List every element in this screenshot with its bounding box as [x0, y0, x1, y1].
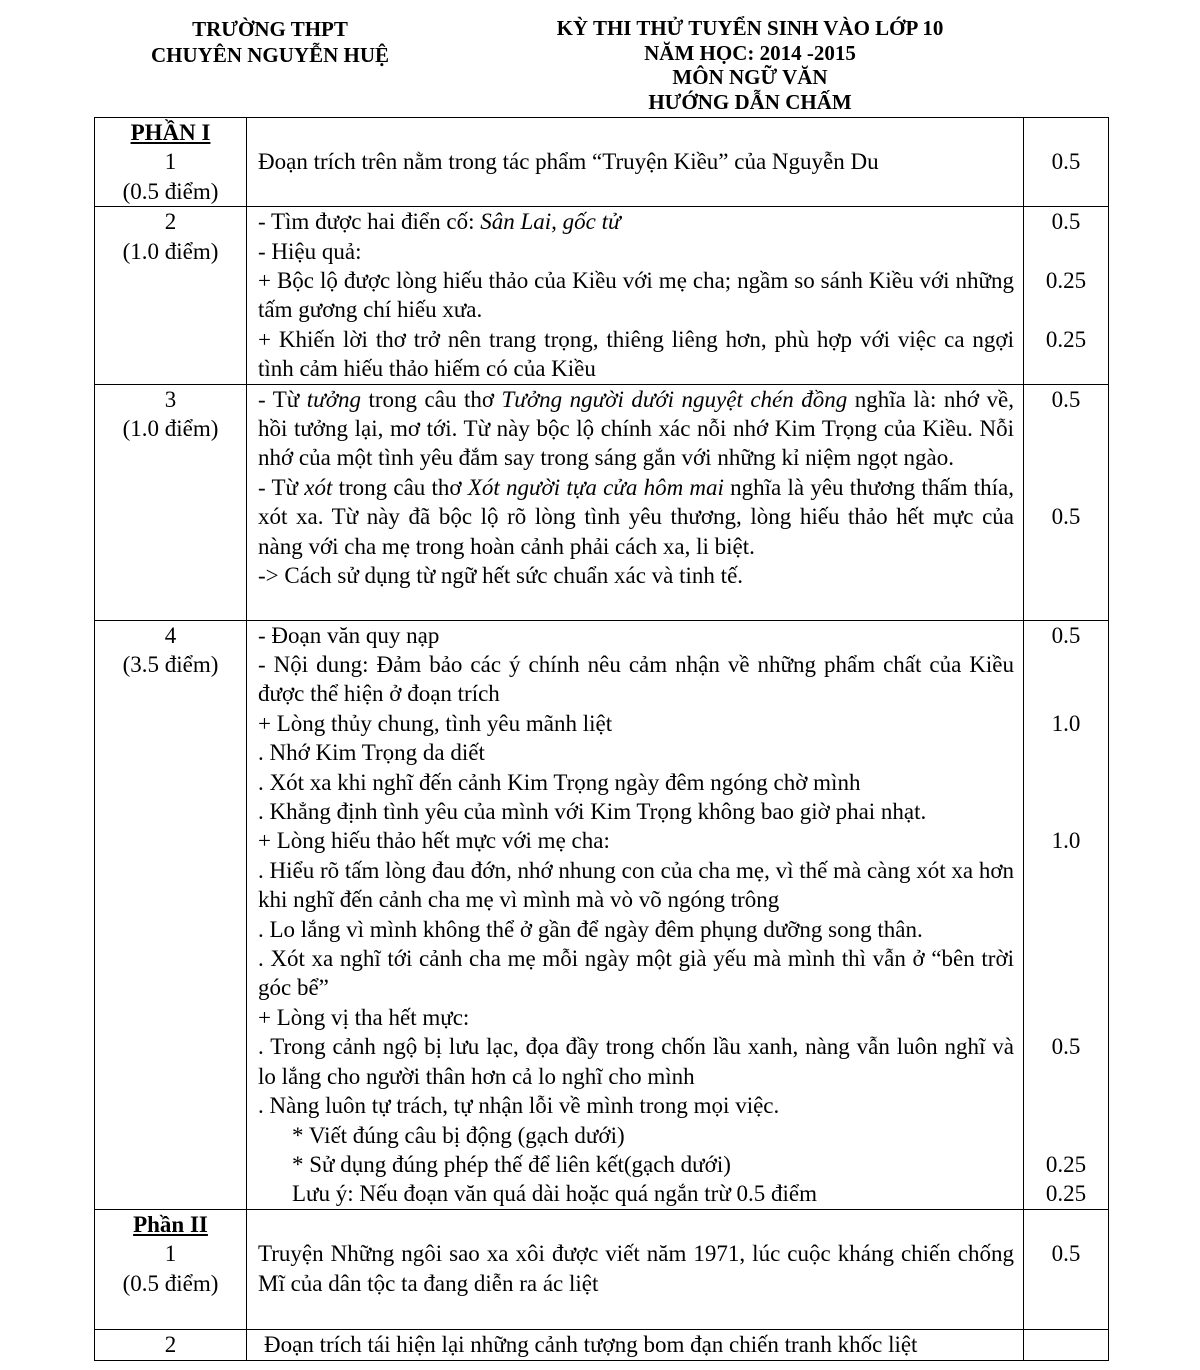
answer-text: Đoạn trích tái hiện lại những cảnh tượng bom đạn chiến tranh khốc liệt	[264, 1331, 918, 1357]
answer-cell	[247, 620, 1024, 1209]
answer-line: . Nàng luôn tự trách, tự nhận lỗi về mình trong mọi việc.	[258, 1093, 780, 1119]
score-cell	[1024, 384, 1109, 620]
emphasis-text: xót	[304, 474, 333, 500]
score-value: 0.5	[1051, 504, 1081, 530]
question-cell	[95, 384, 247, 620]
question-number: 2	[164, 209, 177, 235]
exam-title	[520, 16, 980, 114]
answer-line: . Trong cảnh ngộ bị lưu lạc, đọa đầy trong chốn lầu xanh, nàng vẫn luôn nghĩ và lo lắng cho người thân hơn cả lo nghĩ cho mình	[258, 1034, 1014, 1089]
question-cell	[95, 620, 247, 1209]
question-points: (3.5 điểm)	[122, 652, 219, 677]
question-number: 1	[164, 149, 177, 175]
answer-line: + Lòng vị tha hết mực:	[258, 1004, 470, 1030]
score-value: 0.25	[1045, 1181, 1087, 1207]
answer-line: . Xót xa nghĩ tới cảnh cha mẹ mỗi ngày một già yếu mà mình thì vẫn ở “bên trời góc bể”	[258, 946, 1014, 1001]
score-value: 0.5	[1051, 386, 1081, 412]
score-cell	[1024, 620, 1109, 1209]
emphasis-text: Xót người tựa cửa hôm mai	[467, 474, 724, 500]
score-cell	[1024, 1209, 1109, 1329]
score-value: 0.5	[1051, 149, 1081, 175]
answer-line: . Lo lắng vì mình không thể ở gần để ngày đêm phụng dưỡng song thân.	[258, 916, 923, 942]
answer-line: + Lòng hiếu thảo hết mực với mẹ cha:	[258, 828, 610, 854]
score-value: 1.0	[1051, 710, 1081, 736]
answer-cell	[247, 1209, 1024, 1329]
exam-line-3: MÔN NGỮ VĂN	[672, 65, 828, 89]
answer-text: Đoạn trích trên nằm trong tác phẩm “Truyện Kiều” của Nguyễn Du	[258, 149, 879, 175]
answer-line: + Lòng thủy chung, tình yêu mãnh liệt	[258, 710, 613, 736]
answer-cell	[247, 207, 1024, 384]
answer-text: nghĩa là: nhớ về, hồi tưởng lại, mơ tới. Từ này bộc lộ chính xác nỗi nhớ Kim Trọng của Kiều. Nỗi nhớ của một tình yêu đắm say trong sáng gắn với những kỉ niệm ngọt ngào.	[258, 386, 1014, 471]
exam-line-1: KỲ THI THỬ TUYỂN SINH VÀO LỚP 10	[556, 16, 944, 40]
answer-line: - Hiệu quả:	[258, 238, 362, 264]
answer-line: . Nhớ Kim Trọng da diết	[258, 740, 485, 766]
score-value: 1.0	[1051, 828, 1081, 854]
question-cell	[95, 207, 247, 384]
answer-line: -> Cách sử dụng từ ngữ hết sức chuẩn xác và tinh tế.	[258, 563, 744, 589]
score-value: 0.5	[1051, 209, 1081, 235]
answer-line	[258, 385, 1014, 473]
question-number: 1	[164, 1241, 177, 1267]
part-heading: PHẦN I	[130, 120, 211, 145]
answer-text: Truyện Những ngôi sao xa xôi được viết năm 1971, lúc cuộc kháng chiến chống Mĩ của dân tộc ta đang diễn ra ác liệt	[258, 1241, 1014, 1296]
table-row	[95, 118, 1109, 207]
answer-line: * Sử dụng đúng phép thế để liên kết(gạch dưới)	[292, 1151, 731, 1177]
answer-text: trong câu thơ	[360, 386, 502, 412]
score-cell	[1024, 1329, 1109, 1360]
table-row	[95, 620, 1109, 1209]
question-number: 3	[164, 386, 177, 412]
answer-line	[258, 207, 1014, 236]
table-row	[95, 384, 1109, 620]
emphasis-text: Sân Lai, gốc tử	[480, 209, 621, 235]
answer-text: trong câu thơ	[332, 474, 468, 500]
score-value: 0.5	[1051, 1034, 1081, 1060]
emphasis-text: Tưởng người dưới nguyệt chén đồng	[501, 386, 848, 412]
answer-line: . Khẳng định tình yêu của mình với Kim Trọng không bao giờ phai nhạt.	[258, 799, 927, 825]
note-line: Lưu ý: Nếu đoạn văn quá dài hoặc quá ngắn trừ 0.5 điểm	[292, 1181, 818, 1207]
exam-line-2: NĂM HỌC: 2014 -2015	[644, 40, 856, 65]
school-line-2: CHUYÊN NGUYỄN HUỆ	[150, 43, 389, 67]
emphasis-text: tưởng	[306, 386, 361, 412]
question-cell	[95, 1329, 247, 1360]
table-row	[95, 1329, 1109, 1360]
answer-line: + Khiến lời thơ trở nên trang trọng, thiêng liêng hơn, phù hợp với việc ca ngợi tình cảm hiếu thảo hiếm có của Kiều	[258, 326, 1014, 382]
answer-line: . Hiểu rõ tấm lòng đau đớn, nhớ nhung con của cha mẹ, vì thế mà càng xót xa hơn khi nghĩ đến cảnh cha mẹ vì mình mà vò võ ngóng trông	[258, 857, 1014, 913]
score-cell	[1024, 207, 1109, 384]
school-line-1: TRƯỜNG THPT	[192, 17, 348, 41]
score-value: 0.25	[1045, 1151, 1087, 1177]
answer-cell	[247, 1329, 1024, 1360]
answer-line	[258, 473, 1014, 561]
answer-cell	[247, 118, 1024, 207]
table-row	[95, 1209, 1109, 1329]
answer-line: * Viết đúng câu bị động (gạch dưới)	[292, 1122, 625, 1148]
score-cell	[1024, 118, 1109, 207]
question-points: (1.0 điểm)	[122, 238, 219, 264]
question-points: (0.5 điểm)	[122, 1270, 219, 1296]
question-points: (1.0 điểm)	[122, 416, 219, 441]
answer-cell	[247, 384, 1024, 620]
question-number: 2	[164, 1331, 177, 1357]
question-points: (0.5 điểm)	[122, 178, 219, 204]
score-value: 0.25	[1045, 326, 1087, 352]
part-heading: Phần II	[133, 1211, 208, 1237]
exam-line-4: HƯỚNG DẪN CHẤM	[648, 89, 852, 114]
question-cell	[95, 1209, 247, 1329]
answer-line: + Bộc lộ được lòng hiếu thảo của Kiều với mẹ cha; ngầm so sánh Kiều với những tấm gương chí hiếu xưa.	[258, 267, 1014, 323]
document-header	[0, 16, 1200, 116]
score-value: 0.5	[1051, 622, 1081, 648]
answer-line: - Đoạn văn quy nạp	[258, 622, 440, 648]
answer-text: - Từ	[258, 386, 307, 412]
grading-table	[94, 117, 1109, 1361]
table-row	[95, 207, 1109, 384]
score-value: 0.25	[1045, 267, 1087, 293]
school-name	[120, 16, 420, 68]
question-cell	[95, 118, 247, 207]
score-value: 0.5	[1051, 1241, 1081, 1267]
answer-text: - Tìm được hai điển cố:	[258, 209, 481, 235]
answer-text: - Từ	[258, 474, 305, 500]
answer-text: nghĩa là yêu thương thấm thía, xót xa. Từ này đã bộc lộ rõ lòng tình yêu thương, lòng hiếu thảo hết mực của nàng với cha mẹ trong hoàn cảnh phải cách xa, li biệt.	[258, 474, 1014, 559]
question-number: 4	[164, 622, 177, 648]
answer-line: - Nội dung: Đảm bảo các ý chính nêu cảm nhận về những phẩm chất của Kiều được thể hiện ở đoạn trích	[258, 652, 1014, 707]
answer-line: . Xót xa khi nghĩ đến cảnh Kim Trọng ngày đêm ngóng chờ mình	[258, 769, 861, 795]
